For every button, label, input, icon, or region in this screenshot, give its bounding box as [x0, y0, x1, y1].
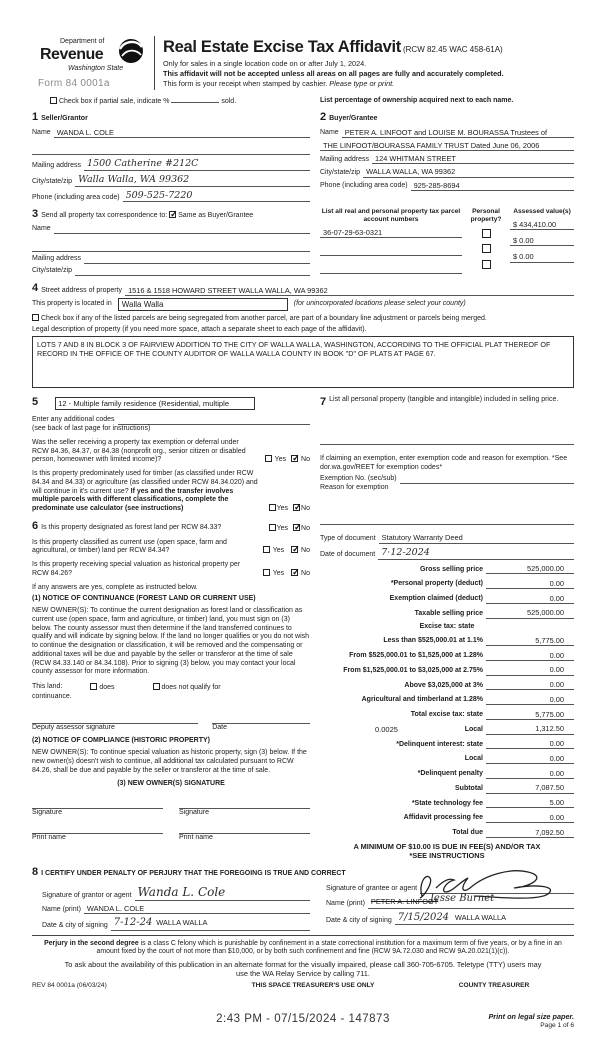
- this-land-row: [32, 683, 310, 693]
- exemption-no-field[interactable]: [400, 475, 574, 484]
- grantor-signature-field[interactable]: Wanda L. Cole: [135, 885, 310, 901]
- tier4-value[interactable]: 0.00: [486, 680, 574, 690]
- minimum-due-note: A MINIMUM OF $10.00 IS DUE IN FEE(S) AND/OR TAX: [353, 841, 541, 851]
- does-not-label: does not qualify for: [161, 684, 221, 692]
- notice-2-body: NEW OWNER(S): To continue special valuation as historic property, sign (3) below. If the new owner(s) doesn't wish to continue, all additional tax calculated pursuant to RCW 84.26, shall be due and payable by the seller or transferor at the time of sale.: [32, 749, 307, 774]
- exemption-claimed-value[interactable]: 0.00: [486, 594, 574, 604]
- partial-sale-percent-field[interactable]: [171, 102, 219, 103]
- gross-selling-price-value[interactable]: 525,000.00: [486, 564, 574, 574]
- personal-property-intro: List all personal property (tangible and intangible) included in selling price.: [329, 396, 559, 404]
- personal-property-checkbox-3[interactable]: [482, 260, 491, 269]
- additional-codes-field[interactable]: [118, 416, 311, 425]
- s6-question-2: Is this property classified as current use (open space, farm and agricultural, or timber) land per RCW 84.34? Yes ✓ No: [32, 539, 310, 557]
- local-rate-value: 0.0025: [375, 725, 398, 735]
- s5-question-1: Was the seller receiving a property tax exemption or deferral under RCW 84.36, 84.37, or 84.38 (nonprofit org., senior citizen or disabled person, homeowner with limited income)? Yes ✓ No: [32, 439, 310, 465]
- grantee-name-field[interactable]: PETER A. LINFOOT Jesse Burnet: [368, 897, 574, 909]
- form-number: Form 84 0001a: [38, 77, 110, 89]
- taxable-selling-price-label: Taxable selling price: [414, 609, 483, 617]
- dor-logo: [32, 36, 150, 90]
- subtitle-1: Only for sales in a single location code on or after July 1, 2024.: [163, 58, 367, 68]
- assessed-value-2[interactable]: $ 0.00: [510, 236, 574, 246]
- personal-property-deduct-value[interactable]: 0.00: [486, 579, 574, 589]
- buyer-phone-label: Phone (including area code): [320, 182, 408, 189]
- notice-3-title: (3) NEW OWNER(S) SIGNATURE: [117, 780, 225, 788]
- header-divider: [154, 36, 155, 90]
- state-technology-fee-label: *State technology fee: [411, 799, 483, 807]
- continuance-label: continuance.: [32, 692, 72, 700]
- assessed-value-1[interactable]: $ 434,410.00: [510, 220, 574, 230]
- corr-blank-field[interactable]: [32, 243, 310, 252]
- s5-q1-text: Was the seller receiving a property tax exemption or deferral under RCW 84.36, 84.37, or 84.38 (nonprofit org., senior citizen or disabled person, homeowner with limited income)?: [32, 438, 246, 464]
- excise-tax-state-header: Excise tax: state: [419, 622, 475, 630]
- agricultural-label: Agricultural and timberland at 1.28%: [361, 696, 483, 704]
- property-code-select[interactable]: 12 - Multiple family residence (Residential, multiple: [55, 397, 255, 410]
- partial-sale-checkbox[interactable]: [50, 97, 57, 104]
- state-technology-fee-value[interactable]: 5.00: [486, 798, 574, 808]
- land-does-checkbox[interactable]: [90, 683, 97, 690]
- grantor-date-label: Date & city of signing: [42, 922, 108, 929]
- see-instructions-note: *SEE INSTRUCTIONS: [409, 851, 485, 860]
- tier2-value[interactable]: 0.00: [486, 651, 574, 661]
- seller-city-label: City/state/zip: [32, 177, 73, 185]
- tier4-label: Above $3,025,000 at 3%: [404, 681, 483, 689]
- s6-q3-yes-checkbox[interactable]: [263, 569, 270, 576]
- this-land-label: This land:: [32, 683, 63, 691]
- exemption-note: If claiming an exemption, enter exemption code and reason for exemption. *See dor.wa.gov/REET for exemption codes*: [320, 455, 568, 471]
- grantor-signature-label: Signature of grantor or agent: [42, 892, 132, 900]
- subtitle-2: This affidavit will not be accepted unless all areas on all pages are fully and accurately completed.: [163, 68, 504, 78]
- personal-property-header: Personal property?: [470, 208, 502, 223]
- buyer-name-label: Name: [320, 129, 339, 136]
- street-address-label: Street address of property: [41, 287, 123, 295]
- personal-property-checkbox-2[interactable]: [482, 244, 491, 253]
- rcw-reference: (RCW 82.45 WAC 458-61A): [402, 45, 503, 54]
- corr-city-label: City/state/zip: [32, 267, 73, 275]
- type-of-document-field[interactable]: Statutory Warranty Deed: [379, 533, 574, 543]
- ownership-note: List percentage of ownership acquired next to each name.: [320, 97, 514, 104]
- revenue-wordmark: Revenue: [40, 45, 104, 63]
- buyer-mailing-field[interactable]: 124 WHITMAN STREET: [372, 154, 574, 164]
- grantee-name-handwritten: Jesse Burnet: [429, 893, 495, 904]
- s5-q2-text: Is this property predominately used for timber (as classified under RCW 84.34 and 84.33) or agriculture (as classified under RCW 84.34.020) and will continue in it's current use?: [32, 470, 258, 495]
- parcel-field-3[interactable]: [320, 265, 462, 274]
- s5-q1-no-checkbox[interactable]: [291, 455, 298, 462]
- segregated-label: Check box if any of the listed parcels are being segregated from another parcel, are part of a boundary line adjustment or parcels being merged.: [40, 314, 487, 322]
- s6-q2-yes-checkbox[interactable]: [263, 546, 270, 553]
- section-7-number: 7: [320, 396, 327, 409]
- grantee-name-label: Name (print): [326, 900, 365, 907]
- section-2-title: Buyer/Grantee: [329, 114, 378, 122]
- corr-name-label: Name: [32, 225, 51, 233]
- corr-city-field[interactable]: [75, 267, 310, 276]
- county-select[interactable]: Walla Walla: [118, 298, 288, 311]
- page-indicator: Page 1 of 6: [540, 1021, 574, 1029]
- tier1-label: Less than $525,000.01 at 1.1%: [383, 637, 483, 645]
- date-of-document-field[interactable]: 7·12-2024: [378, 547, 574, 560]
- grantor-date-field[interactable]: 7-12-24 WALLA WALLA: [111, 917, 310, 931]
- corr-mailing-field[interactable]: [84, 255, 310, 264]
- s6-question-3: Is this property receiving special valuation as historical property per RCW 84.26? Yes ✓ No: [32, 561, 310, 579]
- seller-name-field[interactable]: WANDA L. COLE: [54, 128, 310, 138]
- buyer-mailing-label: Mailing address: [320, 155, 370, 163]
- alternate-format-note: To ask about the availability of this publication in an alternate format for the visually impaired, please call 360-705-6705. Teletype (TTY) users may use the WA Relay Service by calling 711.: [64, 960, 542, 979]
- s6-q1-text: Is this property designated as forest land per RCW 84.33?: [41, 523, 222, 531]
- certify-statement: I CERTIFY UNDER PENALTY OF PERJURY THAT THE FOREGOING IS TRUE AND CORRECT: [41, 870, 346, 878]
- seller-name-field-2[interactable]: [32, 146, 310, 155]
- buyer-city-field[interactable]: WALLA WALLA, WA 99362: [363, 167, 574, 177]
- print-note: Print on legal size paper.: [488, 1011, 574, 1021]
- reason-for-exemption-field[interactable]: [320, 516, 574, 525]
- s6-q1-yes-checkbox[interactable]: [269, 524, 276, 531]
- delinquent-penalty-label: *Delinquent penalty: [417, 770, 483, 777]
- s5-q2-no-checkbox[interactable]: [293, 504, 300, 511]
- exemption-no-label: Exemption No. (sec/sub): [320, 474, 397, 482]
- notice-1-body: NEW OWNER(S): To continue the current designation as forest land or classification as current use (open space, farm and agriculture, or timber) land, you must sign on (3) below. The county assessor must then determine if the land transferred continues to qualify and will indicate by signing below. If the land no longer qualifies or you do not wish to continue the designation or classification, it will be removed and the compensating or additional taxes will be due and payable by the seller or transferor at the time of sale (RCW 84.33.140 or 84.34.108). Prior to signing (3) below, you may contact your local county assessor for more information.: [32, 607, 310, 676]
- section-1-seller: [32, 111, 320, 203]
- section-3-number: 3: [32, 208, 39, 221]
- personal-property-list-field[interactable]: [320, 436, 574, 445]
- send-correspondence-label: Send all property tax correspondence to:: [41, 212, 168, 220]
- grantee-date-field[interactable]: 7/15/2024 WALLA WALLA: [395, 912, 574, 926]
- footer-row: [32, 982, 574, 990]
- total-due-value[interactable]: 7,092.50: [486, 828, 574, 838]
- land-does-not-checkbox[interactable]: [153, 683, 160, 690]
- located-in-label: This property is located in: [32, 300, 112, 307]
- buyer-name-field[interactable]: PETER A. LINFOOT and LOUISE M. BOURASSA Trustees of: [342, 128, 574, 138]
- delinquent-penalty-value[interactable]: 0.00: [486, 769, 574, 779]
- s6-q1-no-checkbox[interactable]: [293, 524, 300, 531]
- seller-name-label: Name: [32, 129, 51, 136]
- parcel-field-1[interactable]: 36-07-29-63-0321: [320, 228, 462, 238]
- county-note: (for unincorporated locations please select your county): [293, 300, 466, 307]
- date-of-document-label: Date of document: [320, 550, 376, 558]
- left-column: [32, 396, 320, 860]
- page-title: Real Estate Excise Tax Affidavit: [163, 38, 402, 56]
- tier1-value[interactable]: 5,775.00: [486, 636, 574, 646]
- right-column: [320, 396, 574, 860]
- local-tax-value[interactable]: 1,312.50: [486, 724, 574, 734]
- section-2-buyer: [320, 111, 574, 203]
- if-yes-note: If any answers are yes, complete as instructed below.: [32, 583, 198, 591]
- signature-label-1: Signature: [32, 809, 62, 817]
- same-as-buyer-label: Same as Buyer/Grantee: [178, 212, 254, 220]
- dor-swirl-icon: [118, 38, 144, 64]
- s5-question-2: Is this property predominately used for timber (as classified under RCW 84.34 and 84.33) or agriculture (as classified under RCW 84.34.020) and will continue in it's current use? If yes and the transfer involves multiple parcels with different classifications, complete the predominate use calculator (see instructions) Yes ✓ No: [32, 470, 310, 514]
- does-label: does: [99, 684, 115, 692]
- section-8-number: 8: [32, 866, 39, 879]
- additional-codes-note: (see back of last page for instructions): [32, 425, 151, 433]
- s6-q3-text: Is this property receiving special valuation as historical property per RCW 84.26?: [32, 561, 241, 577]
- deputy-assessor-label: Deputy assessor signature: [32, 723, 115, 731]
- s5-q2-bold-text: If yes and the transfer involves multiple parcels with different classifications, complete the predominate use calculator (see instructions): [32, 487, 234, 513]
- seller-mailing-label: Mailing address: [32, 161, 82, 169]
- type-of-document-label: Type of document: [320, 534, 376, 542]
- section-1-title: Seller/Grantor: [41, 114, 88, 122]
- gross-selling-price-label: Gross selling price: [419, 565, 483, 573]
- exemption-claimed-label: Exemption claimed (deduct): [389, 595, 483, 602]
- new-owner-printname-field-1[interactable]: [32, 822, 163, 834]
- total-excise-state-label: Total excise tax: state: [410, 711, 483, 718]
- grantor-name-label: Name (print): [42, 905, 81, 913]
- partial-sale-label: Check box if partial sale, indicate %: [58, 98, 170, 105]
- washington-state-label: Washington State: [68, 64, 124, 72]
- total-excise-state-value[interactable]: 5,775.00: [486, 710, 574, 720]
- buyer-phone-field[interactable]: 925-285-8694: [411, 181, 574, 191]
- form-header: [32, 36, 574, 90]
- legal-description-label: Legal description of property (if you need more space, attach a separate sheet to each page of the affidavit).: [32, 325, 367, 333]
- perjury-statement: Perjury in the second degree is a class C felony which is punishable by confinement in a state correctional institution for a maximum term of five years, or by a fine in an amount fixed by the court of not more than $10,000, or by both such confinement and fine (RCW 9A.72.030 and RCW 9A.20.021(1)(c)).: [44, 939, 562, 956]
- subtotal-label: Subtotal: [455, 784, 483, 792]
- deputy-date-label: Date: [212, 723, 228, 731]
- section-4: [32, 282, 574, 388]
- sold-label: sold.: [221, 98, 237, 105]
- s5-q2-yes-checkbox[interactable]: [269, 504, 276, 511]
- section-8: [32, 866, 574, 931]
- perjury-divider: [32, 935, 574, 936]
- section-6-number: 6: [32, 519, 39, 532]
- new-owner-printname-field-2[interactable]: [179, 822, 310, 834]
- seller-phone-label: Phone (including area code): [32, 193, 120, 201]
- seller-mailing-field[interactable]: 1500 Catherine #212C: [84, 158, 310, 171]
- section-2-number: 2: [320, 110, 327, 123]
- personal-property-deduct-label: *Personal property (deduct): [390, 580, 483, 588]
- s5-q1-yes-checkbox[interactable]: [265, 455, 272, 462]
- subtotal-value[interactable]: 7,087.50: [486, 783, 574, 793]
- grantee-date-label: Date & city of signing: [326, 916, 392, 924]
- affidavit-processing-fee-label: Affidavit processing fee: [403, 814, 483, 822]
- section-4-number: 4: [32, 282, 39, 295]
- deputy-date-block: [212, 712, 310, 733]
- seller-phone-field[interactable]: 509-525-7220: [123, 190, 310, 203]
- additional-codes-label: Enter any additional codes: [32, 416, 115, 424]
- delinquent-interest-state-value[interactable]: 0.00: [486, 739, 574, 749]
- s6-q2-no-checkbox[interactable]: [291, 546, 298, 553]
- grantee-signature-label: Signature of grantee or agent: [326, 885, 418, 893]
- taxable-selling-price-value[interactable]: 525,000.00: [486, 608, 574, 618]
- notice-2-title: (2) NOTICE OF COMPLIANCE (HISTORIC PROPERTY): [32, 737, 210, 745]
- affidavit-processing-fee-value[interactable]: 0.00: [486, 813, 574, 823]
- print-footer: [32, 1012, 574, 1042]
- new-owner-signature-field-2[interactable]: [179, 797, 310, 809]
- corr-name-field[interactable]: [54, 225, 310, 234]
- notice-1-title: (1) NOTICE OF CONTINUANCE (FOREST LAND OR CURRENT USE): [32, 595, 256, 603]
- deputy-assessor-block: [32, 712, 198, 733]
- delinquent-interest-local-value[interactable]: 0.00: [486, 754, 574, 764]
- total-due-label: Total due: [452, 829, 483, 836]
- delinquent-interest-state-label: *Delinquent interest: state: [396, 740, 483, 748]
- tier3-value[interactable]: 0.00: [486, 665, 574, 675]
- street-address-field[interactable]: 1516 & 1518 HOWARD STREET WALLA WALLA, WA 99362: [125, 286, 574, 296]
- assessed-value-header: Assessed value(s): [513, 208, 571, 216]
- timestamp: 2:43 PM - 07/15/2024 - 147873: [216, 1012, 390, 1025]
- rev-number: REV 84 0001a (06/03/24): [32, 981, 107, 989]
- print-name-label-1: Print name: [32, 833, 66, 841]
- parcel-numbers-header: List all real and personal property tax parcel account numbers: [321, 208, 461, 223]
- section-1-number: 1: [32, 110, 39, 123]
- segregated-checkbox[interactable]: [32, 314, 39, 321]
- signature-label-2: Signature: [179, 809, 209, 817]
- s6-q3-no-checkbox[interactable]: [291, 569, 298, 576]
- tier2-label: From $525,000.01 to $1,525,000 at 1.28%: [349, 652, 483, 659]
- dept-of-label: Department of: [60, 38, 105, 45]
- deputy-date-field[interactable]: [212, 712, 310, 724]
- subtitle-3: This form is your receipt when stamped by cashier. Please type or print.: [163, 78, 395, 88]
- legal-description-field[interactable]: LOTS 7 AND 8 IN BLOCK 3 OF FAIRVIEW ADDITION TO THE CITY OF WALLA WALLA, WASHINGTON, ACCORDING TO THE OFFICIAL PLAT THEREOF OF RECORD IN THE OFFICE OF THE COUNTY AUDITOR OF WALLA WALLA COUNTY IN BOOK "D" OF PLATS AT PAGE 67.: [32, 336, 574, 388]
- parcel-field-2[interactable]: [320, 247, 462, 256]
- s6-q2-text: Is this property classified as current use (open space, farm and agricultural, or timber) land per RCW 84.34?: [32, 538, 227, 555]
- seller-city-field[interactable]: Walla Walla, WA 99362: [75, 174, 310, 187]
- same-as-buyer-checkbox[interactable]: [169, 211, 176, 218]
- reason-for-exemption-label: Reason for exemption: [320, 483, 389, 491]
- section-3: [32, 208, 574, 276]
- s6-question-1: 6 Is this property designated as forest land per RCW 84.33? Yes ✓ No: [32, 520, 310, 534]
- partial-sale-row: [32, 97, 320, 107]
- buyer-city-label: City/state/zip: [320, 168, 361, 176]
- county-treasurer-label: COUNTY TREASURER: [458, 981, 530, 989]
- delinquent-interest-local-label: Local: [464, 755, 483, 763]
- assessed-value-3[interactable]: $ 0.00: [510, 252, 574, 262]
- tier3-label: From $1,525,000.01 to $3,025,000 at 2.75%: [343, 666, 483, 674]
- local-tax-label: Local: [464, 725, 483, 733]
- new-owner-signature-field-1[interactable]: [32, 797, 163, 809]
- agricultural-value[interactable]: 0.00: [486, 695, 574, 705]
- treasurer-space-label: THIS SPACE TREASURER'S USE ONLY: [251, 981, 375, 989]
- print-name-label-2: Print name: [179, 833, 213, 841]
- personal-property-checkbox-1[interactable]: [482, 229, 491, 238]
- corr-mailing-label: Mailing address: [32, 255, 82, 263]
- section-5-number: 5: [32, 396, 39, 409]
- buyer-name-field-2[interactable]: THE LINFOOT/BOURASSA FAMILY TRUST Dated June 06, 2006: [320, 141, 574, 151]
- grantor-name-field[interactable]: WANDA L. COLE: [84, 904, 310, 914]
- deputy-assessor-signature-field[interactable]: [32, 712, 198, 724]
